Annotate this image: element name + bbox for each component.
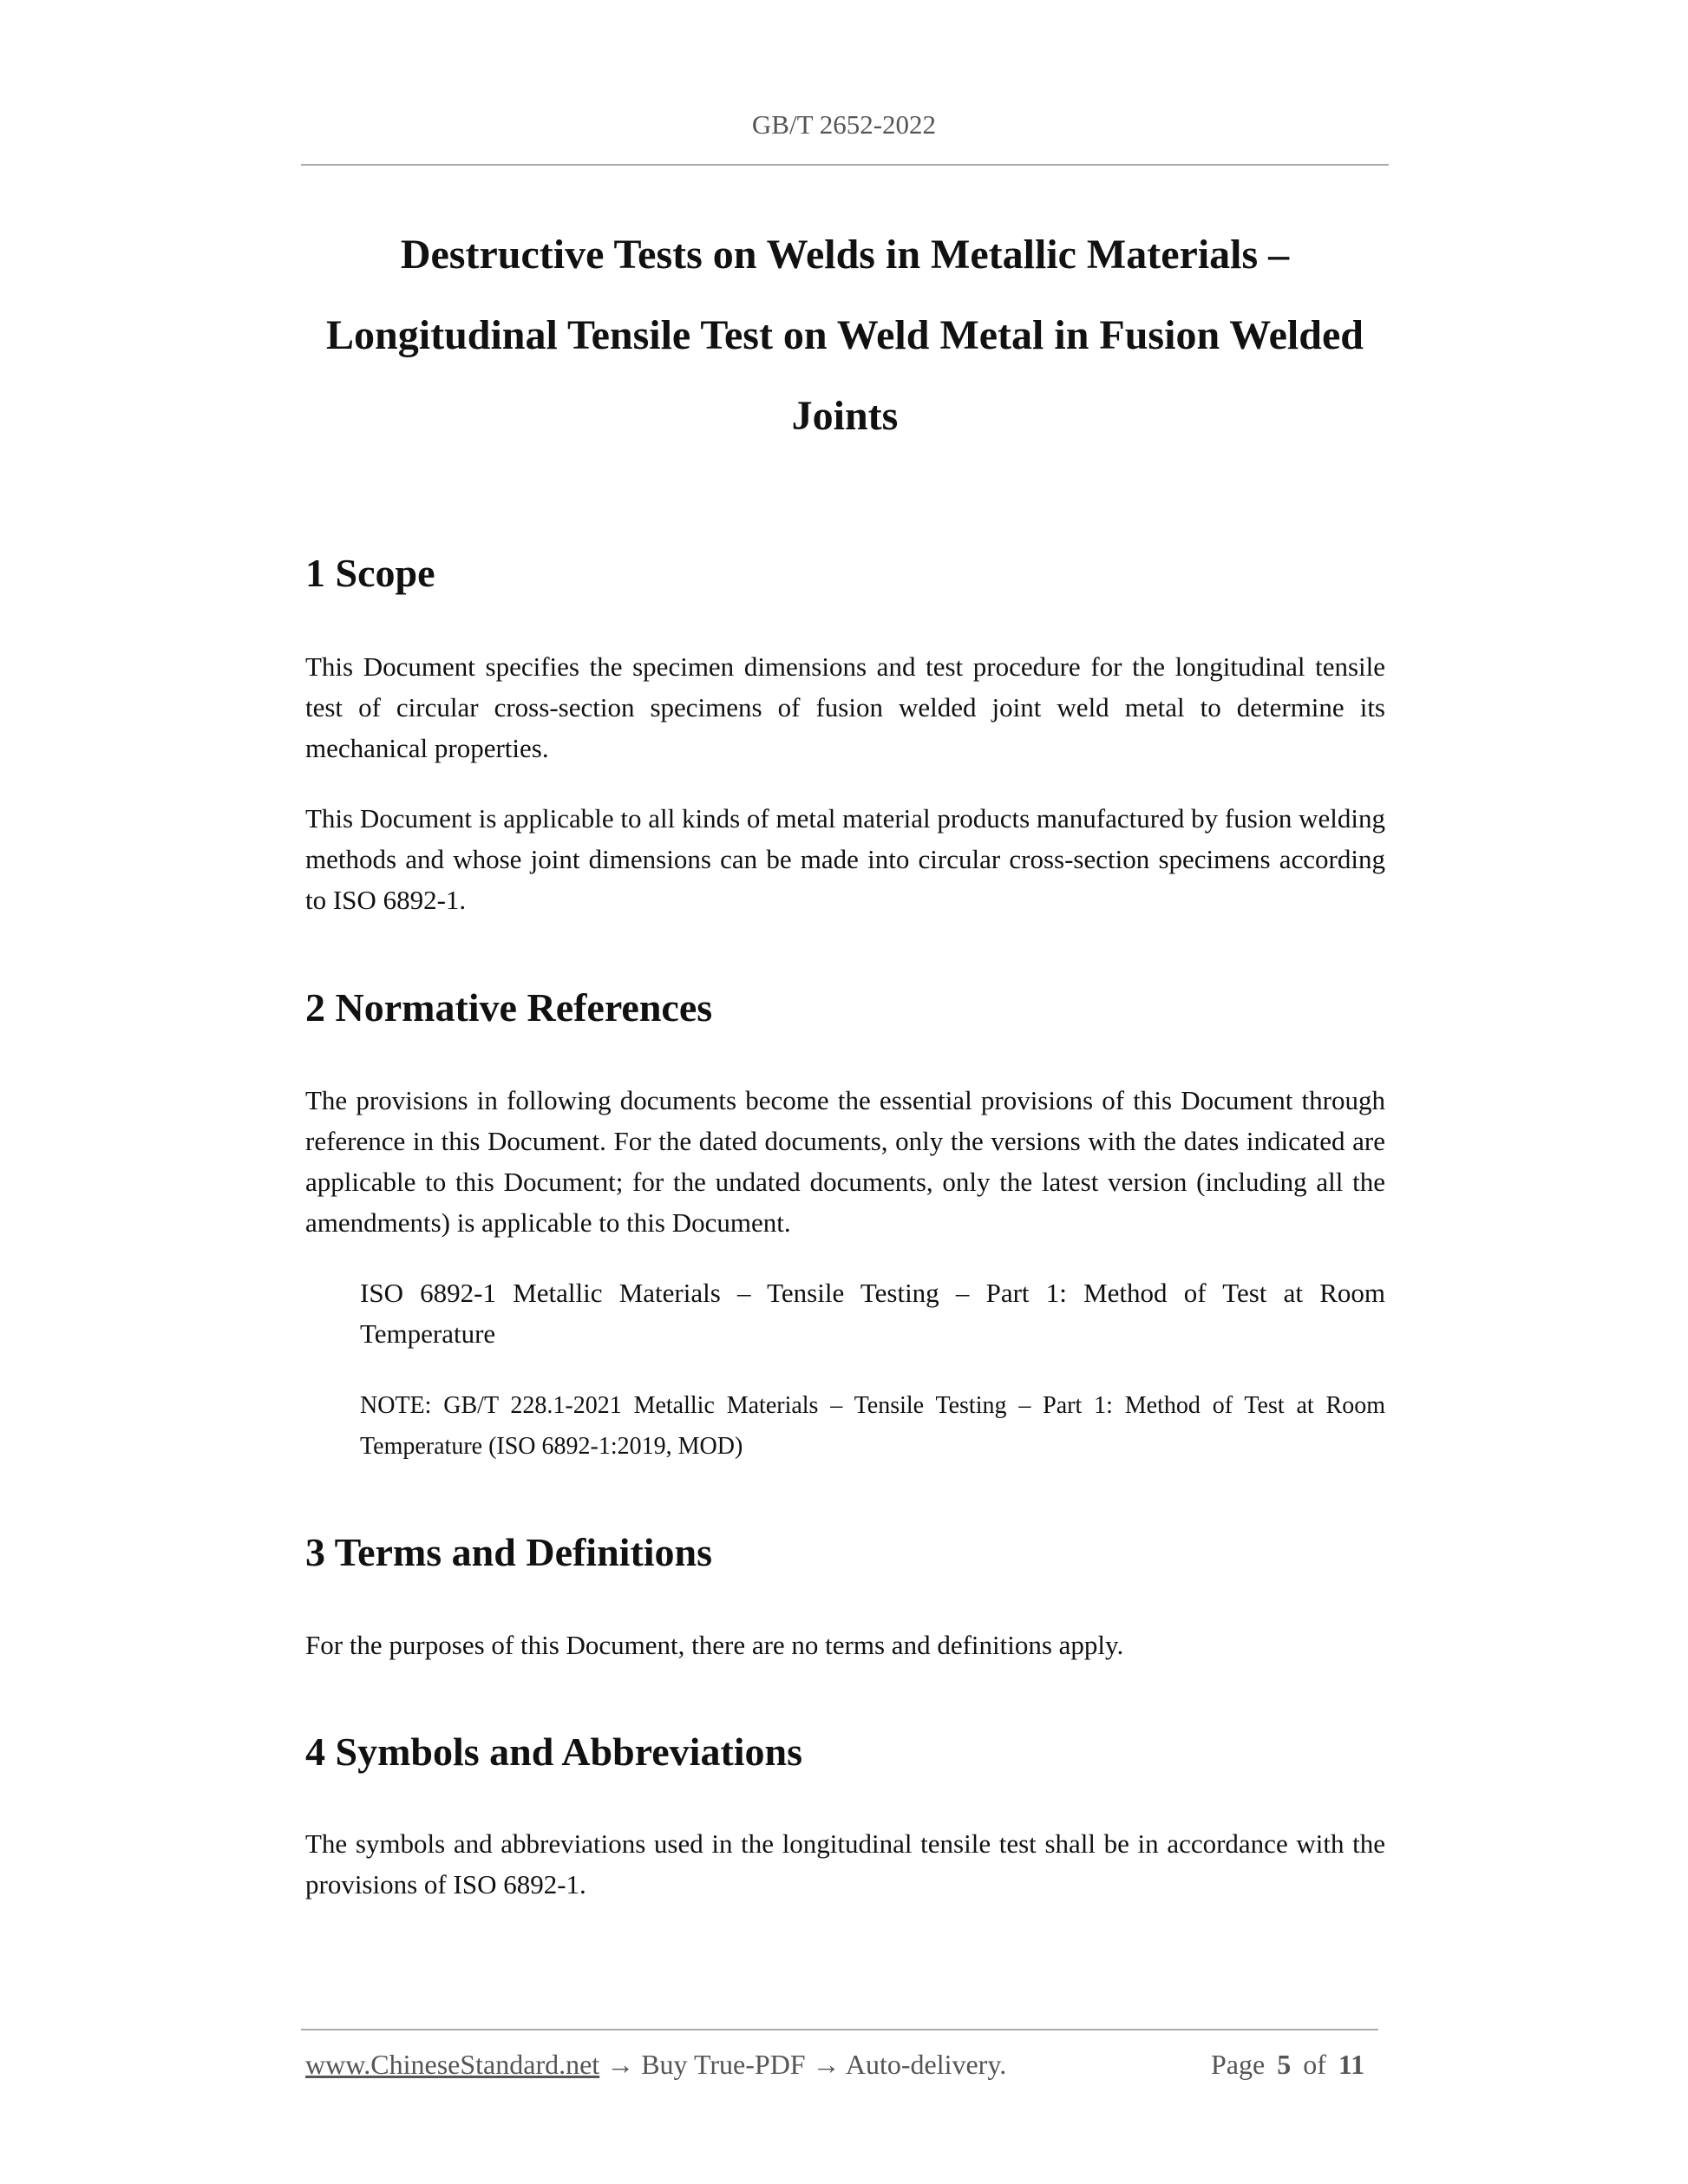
reference-note: NOTE: GB/T 228.1-2021 Metallic Materials – Tensile Testing – Part 1: Method of Test at Room Temperature (ISO 6892-1:2019, MOD) bbox=[360, 1392, 1385, 1460]
title-line-2: Longitudinal Tensile Test on Weld Metal in Fusion Welded bbox=[326, 312, 1364, 358]
page-indicator bbox=[1211, 2049, 1364, 2081]
section-heading-symbols-and-abbreviations: 4 Symbols and Abbreviations bbox=[305, 1730, 803, 1774]
footer-divider bbox=[301, 2029, 1378, 2030]
section-heading-scope: 1 Scope bbox=[305, 551, 435, 595]
document-title bbox=[301, 214, 1389, 456]
arrow-right-icon: → bbox=[812, 2049, 841, 2080]
scope-paragraph-1: This Document specifies the specimen dimensions and test procedure for the longitudinal tensile test of circular cross-section specimens of fusion welded joint weld metal to determine its mechanical properties. bbox=[305, 651, 1385, 763]
arrow-right-icon: → bbox=[606, 2049, 635, 2080]
scope-paragraph-2: This Document is applicable to all kinds of metal material products manufactured by fusion welding methods and whose joint dimensions can be made into circular cross-section specimens according to ISO 6892-1. bbox=[305, 803, 1385, 915]
footer-purchase-line bbox=[305, 2049, 1006, 2081]
section-heading-normative-references: 2 Normative References bbox=[305, 985, 713, 1030]
auto-delivery-text: Auto-delivery. bbox=[845, 2049, 1007, 2080]
header-divider bbox=[301, 164, 1389, 166]
of-label: of bbox=[1303, 2049, 1326, 2080]
title-line-1: Destructive Tests on Welds in Metallic Materials – bbox=[400, 232, 1290, 278]
chinese-standard-link[interactable]: www.ChineseStandard.net bbox=[305, 2049, 600, 2080]
document-number-header: GB/T 2652-2022 bbox=[751, 109, 937, 140]
normative-references-paragraph: The provisions in following documents become the essential provisions of this Document through reference in this Document. For the dated documents, only the versions with the dates indicated are applicable to this Document; for the undated documents, only the latest version (including all the amendments) is applicable to this Document. bbox=[305, 1085, 1385, 1238]
terms-paragraph: For the purposes of this Document, there are no terms and definitions apply. bbox=[305, 1630, 1124, 1660]
buy-true-pdf-text: Buy True-PDF bbox=[641, 2049, 806, 2080]
section-heading-terms-and-definitions: 3 Terms and Definitions bbox=[305, 1530, 713, 1574]
total-pages: 11 bbox=[1338, 2049, 1365, 2080]
current-page: 5 bbox=[1277, 2049, 1292, 2080]
title-line-3: Joints bbox=[791, 393, 899, 439]
symbols-paragraph: The symbols and abbreviations used in the longitudinal tensile test shall be in accordance with the provisions of ISO 6892-1. bbox=[305, 1828, 1385, 1900]
reference-iso-6892-1: ISO 6892-1 Metallic Materials – Tensile Testing – Part 1: Method of Test at Room Temperature bbox=[360, 1278, 1385, 1349]
page-label: Page bbox=[1211, 2049, 1266, 2080]
